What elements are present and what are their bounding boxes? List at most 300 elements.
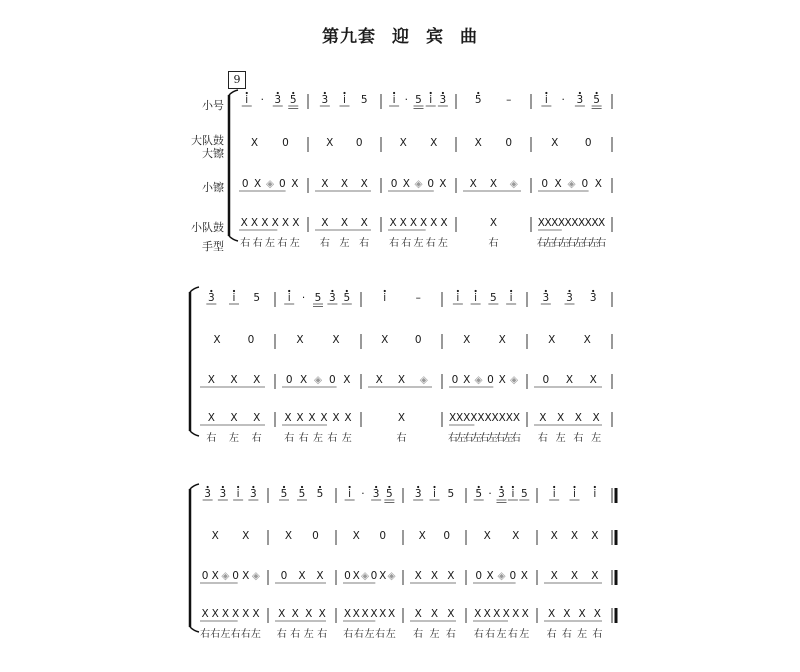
octave-dot bbox=[500, 486, 502, 488]
note-hand: 右 bbox=[343, 629, 354, 640]
note-bass: X bbox=[211, 530, 219, 542]
note-cymbal: 0 bbox=[451, 374, 459, 386]
note-snare: X bbox=[340, 217, 349, 229]
octave-dot bbox=[233, 290, 235, 292]
octave-dot bbox=[210, 290, 212, 292]
note-hand: 左 bbox=[437, 238, 448, 249]
note-cymbal: X bbox=[291, 178, 299, 190]
note-trumpet: · bbox=[260, 94, 264, 106]
note-snare: X bbox=[211, 608, 219, 620]
octave-dot bbox=[457, 290, 459, 292]
note-trumpet: · bbox=[301, 292, 306, 304]
note-bass: 0 bbox=[312, 530, 319, 542]
note-trumpet: i bbox=[509, 292, 513, 304]
note-hand: 左 bbox=[313, 433, 323, 444]
note-snare: X bbox=[292, 217, 300, 229]
note-hand: 右 bbox=[200, 629, 211, 640]
note-hand: 左 bbox=[496, 629, 507, 640]
note-cymbal: X bbox=[230, 374, 238, 386]
octave-dot bbox=[331, 290, 333, 292]
octave-dot bbox=[346, 290, 348, 292]
note-trumpet: 5 bbox=[490, 292, 497, 304]
note-cymbal: 0 bbox=[509, 570, 517, 582]
note-snare: X bbox=[574, 412, 582, 424]
note-cymbal: ◈ bbox=[221, 570, 230, 582]
note-cymbal: X bbox=[343, 374, 351, 386]
note-cymbal: X bbox=[379, 570, 387, 582]
note-trumpet: · bbox=[361, 488, 365, 500]
note-trumpet: 5 bbox=[593, 94, 600, 106]
octave-dot bbox=[393, 92, 395, 94]
note-snare: X bbox=[291, 608, 299, 620]
label-trumpet: 小号 bbox=[202, 99, 224, 112]
note-snare: X bbox=[591, 217, 599, 229]
note-snare: X bbox=[537, 217, 545, 229]
note-hand: 左 bbox=[229, 433, 239, 444]
note-snare: X bbox=[387, 608, 396, 620]
note-snare: X bbox=[332, 412, 340, 424]
note-hand: 右 bbox=[290, 629, 301, 640]
note-snare: X bbox=[598, 217, 606, 229]
note-trumpet: 3 bbox=[329, 292, 336, 304]
note-trumpet: 3 bbox=[321, 94, 329, 106]
note-trumpet: i bbox=[383, 292, 387, 304]
note-snare: X bbox=[242, 608, 250, 620]
note-cymbal: 0 bbox=[201, 570, 209, 582]
note-hand: 右 bbox=[251, 433, 262, 444]
note-cymbal: X bbox=[589, 374, 597, 386]
note-cymbal: X bbox=[469, 178, 477, 190]
note-trumpet: 3 bbox=[589, 292, 597, 304]
note-trumpet: 5 bbox=[475, 488, 483, 500]
note-snare: X bbox=[281, 217, 290, 229]
note-snare: X bbox=[551, 217, 559, 229]
note-snare: X bbox=[360, 217, 368, 229]
note-bass: 0 bbox=[247, 334, 255, 346]
note-hand: 右 bbox=[479, 433, 490, 444]
note-bass: X bbox=[550, 530, 558, 542]
note-snare: X bbox=[253, 412, 261, 424]
note-snare: X bbox=[361, 608, 369, 620]
note-hand: 右 bbox=[276, 629, 287, 640]
note-hand: 右 bbox=[592, 629, 603, 640]
note-hand: 左 bbox=[429, 629, 440, 640]
octave-dot bbox=[283, 486, 285, 488]
note-snare: X bbox=[512, 608, 520, 620]
note-trumpet: 5 bbox=[386, 488, 393, 500]
note-cymbal: X bbox=[594, 178, 602, 190]
note-trumpet: 5 bbox=[298, 488, 306, 500]
note-trumpet: i bbox=[573, 488, 576, 500]
note-bass: X bbox=[352, 530, 360, 542]
note-bass: X bbox=[284, 530, 293, 542]
note-bass: 0 bbox=[443, 530, 451, 542]
octave-dot bbox=[553, 486, 555, 488]
note-cymbal: 0 bbox=[279, 178, 286, 190]
note-hand: 左 bbox=[519, 629, 530, 640]
note-snare: X bbox=[571, 217, 579, 229]
note-trumpet: 5 bbox=[474, 94, 482, 106]
note-snare: X bbox=[502, 608, 510, 620]
note-trumpet: i bbox=[433, 488, 436, 500]
note-cymbal: X bbox=[430, 570, 439, 582]
note-trumpet: 3 bbox=[250, 488, 257, 500]
note-trumpet: i bbox=[593, 488, 597, 500]
note-trumpet: 3 bbox=[566, 292, 573, 304]
note-snare: X bbox=[250, 217, 259, 229]
title-part-4: 曲 bbox=[460, 27, 478, 47]
note-snare: X bbox=[477, 412, 485, 424]
octave-dot bbox=[288, 290, 290, 292]
note-trumpet: 3 bbox=[498, 488, 505, 500]
note-trumpet: i bbox=[552, 488, 556, 500]
note-cymbal: X bbox=[340, 178, 349, 190]
note-cymbal: X bbox=[299, 374, 308, 386]
note-bass: X bbox=[512, 530, 520, 542]
note-snare: X bbox=[240, 217, 248, 229]
note-hand: 左 bbox=[591, 433, 602, 444]
octave-dot bbox=[252, 486, 254, 488]
label-bass-drum: 大队鼓 bbox=[191, 134, 224, 147]
note-snare: X bbox=[343, 608, 352, 620]
note-cymbal: X bbox=[360, 178, 368, 190]
note-cymbal: 0 bbox=[427, 178, 435, 190]
octave-dot bbox=[292, 92, 294, 94]
octave-dot bbox=[545, 92, 547, 94]
octave-dot bbox=[222, 486, 224, 488]
note-hand: 右 bbox=[488, 238, 499, 249]
note-hand: 右 bbox=[546, 629, 557, 640]
note-snare: X bbox=[308, 412, 316, 424]
note-trumpet: 5 bbox=[280, 488, 288, 500]
note-hand: 左 bbox=[503, 433, 514, 444]
note-hand: 右 bbox=[596, 238, 607, 249]
note-cymbal: ◈ bbox=[509, 178, 518, 190]
note-snare: X bbox=[318, 608, 326, 620]
note-snare: X bbox=[321, 217, 329, 229]
note-cymbal: 0 bbox=[285, 374, 293, 386]
note-snare: X bbox=[370, 608, 378, 620]
octave-dot bbox=[594, 486, 596, 488]
note-snare: X bbox=[409, 217, 418, 229]
note-snare: X bbox=[430, 608, 439, 620]
note-cymbal: X bbox=[550, 570, 558, 582]
note-snare: X bbox=[577, 217, 586, 229]
note-snare: X bbox=[578, 608, 586, 620]
label-snare: 小队鼓 bbox=[191, 221, 224, 234]
note-hand: 左 bbox=[289, 238, 300, 249]
octave-dot bbox=[343, 92, 345, 94]
octave-dot bbox=[512, 486, 514, 488]
note-snare: X bbox=[521, 608, 529, 620]
note-snare: X bbox=[352, 608, 360, 620]
octave-dot bbox=[433, 486, 435, 488]
note-trumpet: 3 bbox=[207, 292, 215, 304]
note-trumpet: i bbox=[429, 94, 433, 106]
note-hand: 右 bbox=[327, 433, 338, 444]
note-hand: 右 bbox=[206, 433, 217, 444]
note-cymbal: X bbox=[489, 178, 498, 190]
note-snare: X bbox=[447, 608, 455, 620]
note-cymbal: X bbox=[520, 570, 528, 582]
note-snare: X bbox=[440, 217, 448, 229]
note-hand: 左 bbox=[559, 238, 570, 249]
octave-dot bbox=[207, 486, 209, 488]
note-hand: 左 bbox=[341, 433, 352, 444]
note-hand: 左 bbox=[577, 629, 588, 640]
octave-dot bbox=[277, 92, 279, 94]
note-snare: X bbox=[539, 412, 547, 424]
octave-dot bbox=[573, 486, 575, 488]
note-cymbal: 0 bbox=[542, 374, 550, 386]
octave-dot bbox=[237, 486, 239, 488]
note-snare: X bbox=[557, 412, 565, 424]
note-cymbal: 0 bbox=[232, 570, 239, 582]
note-hand: 右 bbox=[536, 238, 547, 249]
note-bass: 0 bbox=[282, 137, 289, 149]
note-hand: 左 bbox=[220, 629, 231, 640]
note-snare: X bbox=[491, 412, 499, 424]
bracket-hook-bottom bbox=[190, 627, 199, 632]
note-bass: 0 bbox=[379, 530, 387, 542]
note-bass: 0 bbox=[505, 137, 513, 149]
note-hand: 右 bbox=[230, 629, 241, 640]
note-trumpet: i bbox=[456, 292, 460, 304]
note-hand: 左 bbox=[265, 238, 275, 249]
note-hand: 左 bbox=[339, 238, 350, 249]
note-hand: 右 bbox=[252, 238, 263, 249]
note-hand: 右 bbox=[573, 433, 584, 444]
note-trumpet: i bbox=[343, 94, 346, 106]
note-snare: X bbox=[505, 412, 513, 424]
note-snare: X bbox=[493, 608, 501, 620]
note-snare: X bbox=[470, 412, 478, 424]
note-trumpet: 5 bbox=[253, 292, 261, 304]
note-cymbal: ◈ bbox=[419, 374, 428, 386]
note-snare: X bbox=[563, 608, 571, 620]
note-trumpet: 3 bbox=[274, 94, 282, 106]
note-cymbal: X bbox=[321, 178, 329, 190]
note-cymbal: 0 bbox=[241, 178, 249, 190]
octave-dot bbox=[477, 92, 479, 94]
rehearsal-mark: 9 bbox=[228, 71, 246, 89]
note-trumpet: i bbox=[348, 488, 352, 500]
note-hand: 左 bbox=[303, 629, 314, 640]
octave-dot bbox=[475, 290, 477, 292]
note-hand: 右 bbox=[375, 629, 386, 640]
note-trumpet: – bbox=[415, 292, 421, 304]
note-snare: X bbox=[284, 412, 292, 424]
label-hand: 手型 bbox=[202, 240, 224, 253]
note-cymbal: ◈ bbox=[265, 178, 275, 190]
note-cymbal: X bbox=[242, 570, 250, 582]
note-hand: 右 bbox=[359, 238, 370, 249]
note-snare: X bbox=[201, 608, 209, 620]
note-cymbal: 0 bbox=[487, 374, 494, 386]
note-hand: 右 bbox=[511, 433, 522, 444]
note-snare: X bbox=[305, 608, 313, 620]
note-hand: 左 bbox=[471, 433, 482, 444]
note-hand: 左 bbox=[487, 433, 498, 444]
note-hand: 右 bbox=[485, 629, 496, 640]
note-hand: 右 bbox=[561, 629, 572, 640]
note-bass: X bbox=[591, 530, 599, 542]
note-trumpet: i bbox=[236, 488, 240, 500]
note-cymbal: X bbox=[207, 374, 215, 386]
note-snare: X bbox=[252, 608, 260, 620]
note-trumpet: i bbox=[474, 292, 478, 304]
note-snare: X bbox=[484, 412, 492, 424]
note-snare: X bbox=[544, 217, 552, 229]
note-cymbal: 0 bbox=[344, 570, 351, 582]
note-snare: X bbox=[207, 412, 215, 424]
note-trumpet: 3 bbox=[542, 292, 550, 304]
title-part-2: 迎 bbox=[392, 27, 410, 47]
label-cymbal-large: 大镲 bbox=[202, 147, 224, 160]
note-cymbal: X bbox=[298, 570, 306, 582]
bracket-hook-bottom bbox=[190, 431, 199, 436]
octave-dot bbox=[592, 290, 594, 292]
note-snare: X bbox=[512, 412, 521, 424]
octave-dot bbox=[301, 486, 303, 488]
note-cymbal: X bbox=[402, 178, 410, 190]
note-trumpet: 5 bbox=[316, 488, 324, 500]
note-snare: X bbox=[456, 412, 464, 424]
note-snare: X bbox=[430, 217, 438, 229]
note-cymbal: X bbox=[253, 178, 262, 190]
note-hand: 左 bbox=[555, 433, 566, 444]
note-cymbal: X bbox=[439, 178, 447, 190]
note-snare: X bbox=[463, 412, 471, 424]
note-trumpet: 5 bbox=[520, 488, 528, 500]
note-snare: X bbox=[483, 608, 491, 620]
note-bass: X bbox=[430, 137, 438, 149]
note-bass: X bbox=[250, 137, 259, 149]
note-cymbal: X bbox=[463, 374, 471, 386]
note-trumpet: 3 bbox=[576, 94, 584, 106]
note-bass: X bbox=[332, 334, 340, 346]
note-cymbal: ◈ bbox=[313, 374, 323, 386]
note-snare: X bbox=[448, 412, 457, 424]
note-snare: X bbox=[399, 217, 407, 229]
note-cymbal: 0 bbox=[541, 178, 549, 190]
note-hand: 右 bbox=[319, 238, 330, 249]
note-snare: X bbox=[397, 412, 406, 424]
octave-dot bbox=[579, 92, 581, 94]
note-cymbal: X bbox=[591, 570, 599, 582]
note-bass: X bbox=[551, 137, 559, 149]
note-trumpet: i bbox=[245, 94, 249, 106]
octave-dot bbox=[478, 486, 480, 488]
bracket-hook-bottom bbox=[229, 236, 238, 241]
note-hand: 右 bbox=[210, 629, 221, 640]
note-cymbal: X bbox=[570, 570, 579, 582]
note-snare: X bbox=[564, 217, 572, 229]
octave-dot bbox=[568, 290, 570, 292]
note-cymbal: ◈ bbox=[361, 570, 370, 582]
note-cymbal: X bbox=[253, 374, 261, 386]
note-snare: X bbox=[278, 608, 286, 620]
note-bass: X bbox=[296, 334, 304, 346]
note-hand: 右 bbox=[277, 238, 288, 249]
note-snare: X bbox=[271, 217, 279, 229]
note-trumpet: i bbox=[287, 292, 291, 304]
note-trumpet: 3 bbox=[219, 488, 227, 500]
note-bass: X bbox=[326, 137, 334, 149]
note-hand: 右 bbox=[396, 433, 407, 444]
note-cymbal: X bbox=[486, 570, 494, 582]
note-hand: 左 bbox=[250, 629, 261, 640]
note-snare: X bbox=[221, 608, 230, 620]
note-hand: 右 bbox=[445, 629, 456, 640]
note-trumpet: 5 bbox=[415, 94, 422, 106]
note-trumpet: i bbox=[544, 94, 548, 106]
note-hand: 左 bbox=[385, 629, 396, 640]
note-cymbal: X bbox=[352, 570, 360, 582]
note-hand: 左 bbox=[455, 433, 466, 444]
note-bass: X bbox=[483, 530, 491, 542]
note-snare: X bbox=[296, 412, 304, 424]
octave-dot bbox=[349, 486, 351, 488]
note-cymbal: 0 bbox=[581, 178, 589, 190]
octave-dot bbox=[596, 92, 598, 94]
note-bass: X bbox=[498, 334, 506, 346]
octave-dot bbox=[442, 92, 444, 94]
note-cymbal: X bbox=[375, 374, 383, 386]
note-cymbal: ◈ bbox=[251, 570, 260, 582]
note-snare: X bbox=[474, 608, 482, 620]
octave-dot bbox=[417, 486, 419, 488]
octave-dot bbox=[324, 92, 326, 94]
note-cymbal: 0 bbox=[370, 570, 378, 582]
note-hand: 右 bbox=[240, 629, 251, 640]
note-hand: 右 bbox=[581, 238, 592, 249]
note-hand: 右 bbox=[425, 238, 436, 249]
octave-dot bbox=[375, 486, 377, 488]
note-hand: 右 bbox=[495, 433, 506, 444]
octave-dot bbox=[384, 290, 386, 292]
note-cymbal: X bbox=[565, 374, 574, 386]
note-trumpet: · bbox=[488, 488, 492, 500]
note-hand: 右 bbox=[353, 629, 364, 640]
note-trumpet: 3 bbox=[439, 94, 447, 106]
note-cymbal: 0 bbox=[329, 374, 336, 386]
note-hand: 右 bbox=[413, 629, 424, 640]
title-part-1: 第九套 bbox=[322, 27, 376, 47]
note-hand: 左 bbox=[573, 238, 584, 249]
note-hand: 右 bbox=[389, 238, 400, 249]
note-bass: X bbox=[399, 137, 407, 149]
note-bass: X bbox=[474, 137, 482, 149]
octave-dot bbox=[510, 290, 512, 292]
note-bass: X bbox=[213, 334, 221, 346]
note-bass: X bbox=[583, 334, 591, 346]
note-bass: X bbox=[548, 334, 556, 346]
note-snare: X bbox=[320, 412, 328, 424]
note-snare: X bbox=[379, 608, 387, 620]
note-hand: 右 bbox=[566, 238, 577, 249]
note-hand: 右 bbox=[401, 238, 412, 249]
note-snare: X bbox=[231, 608, 240, 620]
note-snare: X bbox=[498, 412, 506, 424]
note-bass: 0 bbox=[355, 137, 363, 149]
note-snare: X bbox=[414, 608, 422, 620]
note-cymbal: ◈ bbox=[387, 570, 396, 582]
note-snare: X bbox=[557, 217, 566, 229]
note-snare: X bbox=[344, 412, 352, 424]
note-bass: X bbox=[381, 334, 389, 346]
note-bass: X bbox=[570, 530, 579, 542]
